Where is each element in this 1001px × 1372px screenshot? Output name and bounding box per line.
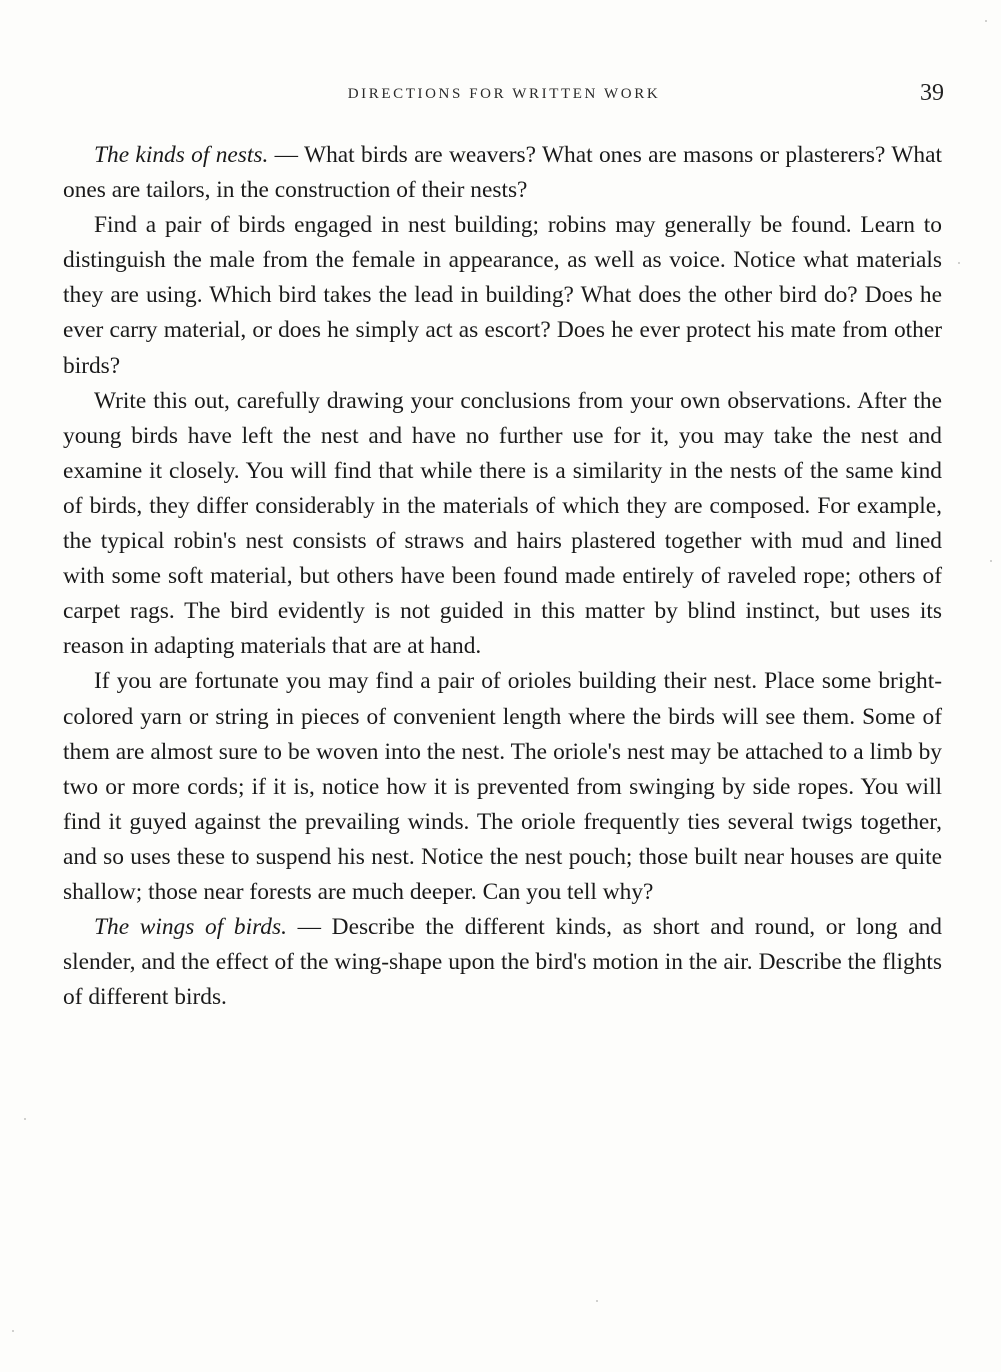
scan-speck xyxy=(985,20,987,22)
scan-speck xyxy=(958,262,960,264)
scan-speck xyxy=(596,1300,598,1302)
section-lead-wings-of-birds: The wings of birds. xyxy=(94,914,287,941)
paragraph-nest-building xyxy=(63,208,942,383)
paragraph-kinds-of-nests xyxy=(63,138,942,208)
paragraph-text: — Describe the different kinds, as short and round, or long and slender, and the effect of the wing-shape upon the bird's motion in the air. Describe the flights of different birds. xyxy=(63,914,942,1011)
body-text xyxy=(63,138,942,1015)
running-title: DIRECTIONS FOR WRITTEN WORK xyxy=(347,86,661,102)
scan-speck xyxy=(990,560,992,562)
section-lead-kinds-of-nests: The kinds of nests. xyxy=(94,142,269,168)
paragraph-wings-of-birds xyxy=(63,910,942,1015)
paragraph-text: Write this out, carefully drawing your conclusions from your own observations. After the young birds have left the nest and have no further use for it, you may take the nest and examine it closely. You will find that while there is a similarity in the nests of the same kind of birds, they differ considerably in the materials of which they are composed. For example, the typical robin's nest consists of straws and hairs plastered together with mud and lined with some soft material, but others have been found made entirely of raveled rope; others of carpet rags. The bird evidently is not guided in this matter by blind instinct, but uses its reason in adapting materials that are at hand. xyxy=(63,387,942,660)
scan-speck xyxy=(24,1118,26,1120)
paragraph-text: If you are fortunate you may find a pair of orioles building their nest. Place some bright-colored yarn or string in pieces of convenient length where the birds will see them. Some of them are almost sure to be woven into the nest. The oriole's nest may be attached to a limb by two or more cords; if it is, notice how it is prevented from swinging by side ropes. You will find it guyed against the prevailing winds. The oriole frequently ties several twigs together, and so uses these to suspend his nest. Notice the nest pouch; those built near houses are quite shallow; those near forests are much deeper. Can you tell why? xyxy=(63,668,942,905)
paragraph-orioles xyxy=(63,664,942,910)
paragraph-text: Find a pair of birds engaged in nest building; robins may generally be found. Learn to distinguish the male from the female in appearance, as well as voice. Notice what materials they are using. Which bird takes the lead in building? What does the other bird do? Does he ever carry material, or does he simply act as escort? Does he ever protect his mate from other birds? xyxy=(63,212,942,379)
paragraph-observations xyxy=(63,384,942,665)
paragraph-text: — What birds are weavers? What ones are masons or plasterers? What ones are tailors, in the construction of their nests? xyxy=(63,142,942,204)
scan-speck xyxy=(12,1330,14,1332)
running-head xyxy=(64,80,944,112)
page-number: 39 xyxy=(920,80,944,106)
